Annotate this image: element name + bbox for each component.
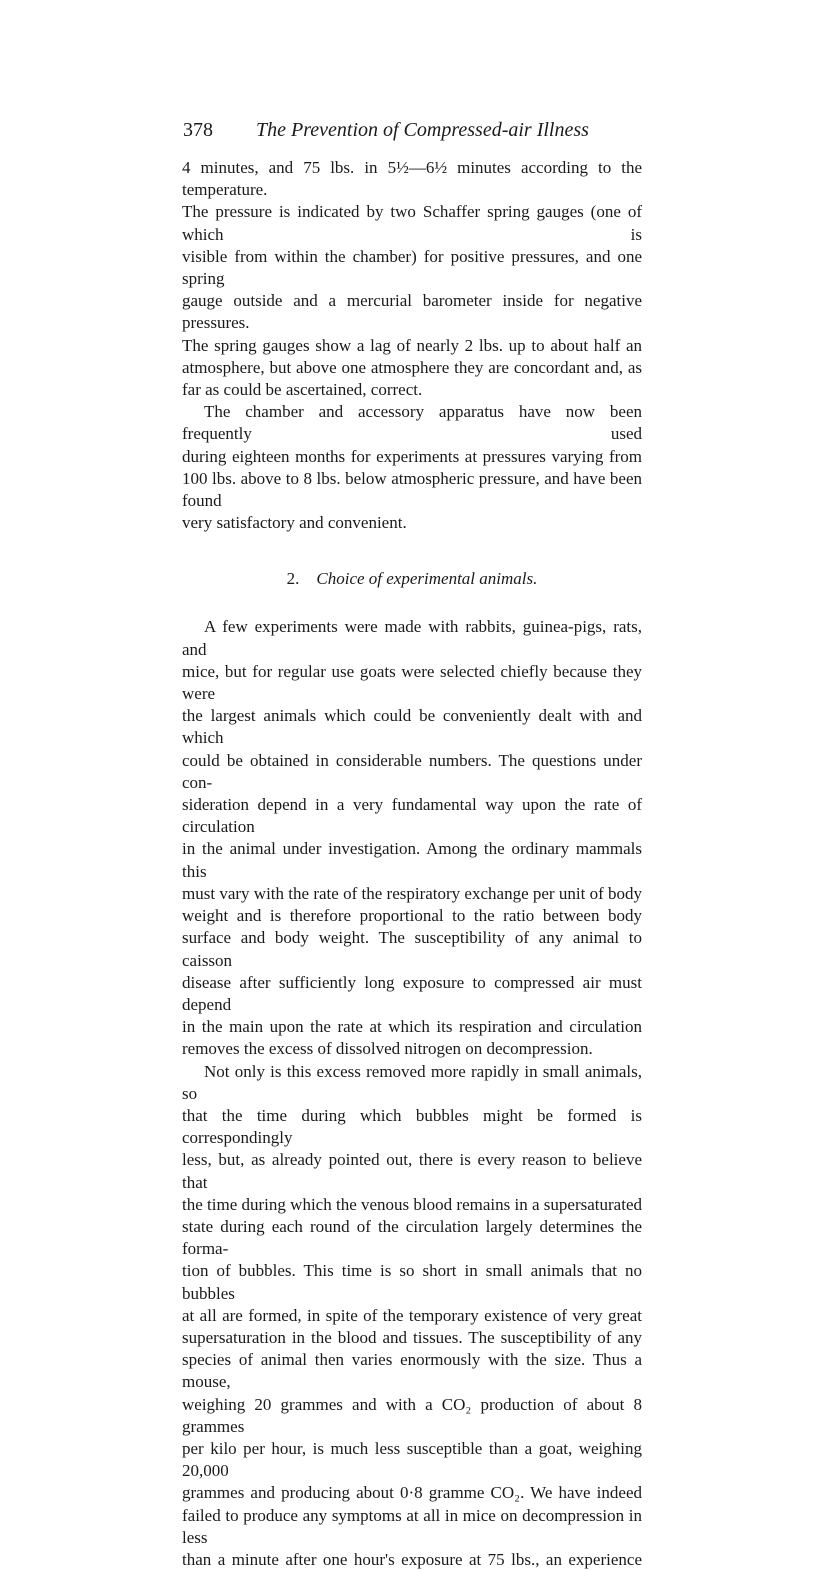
text-line: failed to produce any symptoms at all in mice on decompression in less [182, 1505, 642, 1547]
text-line: sideration depend in a very fundamental way upon the rate of circulation [182, 795, 642, 837]
text-line: that the time during which bubbles might be formed is correspondingly [182, 1105, 642, 1148]
text-line: atmosphere, but above one atmosphere they are concordant and, as [182, 357, 642, 377]
text-line: disease after sufficiently long exposure to compressed air must depend [182, 972, 642, 1014]
paragraph-1 [182, 157, 642, 401]
text-line: grammes and producing about 0·8 gramme CO₂. We have indeed [182, 1483, 642, 1503]
text-line: species of animal then varies enormously with the size. Thus a mouse, [182, 1350, 642, 1392]
page-number: 378 [183, 119, 213, 141]
text-line: far as could be ascertained, correct. [182, 380, 423, 400]
text-line: gauge outside and a mercurial barometer inside for negative pressures. [182, 291, 642, 333]
paragraph-3 [182, 616, 642, 1060]
text-line: must vary with the rate of the respiratory exchange per unit of body [182, 883, 642, 903]
text-line: the time during which the venous blood remains in a supersaturated [182, 1194, 642, 1214]
text-line: per kilo per hour, is much less susceptible than a goat, weighing 20,000 [182, 1438, 642, 1481]
section-title: Choice of experimental animals. [316, 569, 538, 589]
text-line: than a minute after one hour's exposure at 75 lbs., an experience [182, 1549, 642, 1569]
text-line: A few experiments were made with rabbits, guinea-pigs, rats, and [182, 617, 642, 659]
text-line: supersaturation in the blood and tissues. The susceptibility of any [182, 1327, 642, 1347]
text-line: very satisfactory and convenient. [182, 513, 407, 533]
text-line: during eighteen months for experiments at pressures varying from [182, 446, 642, 466]
running-header [183, 116, 640, 144]
text-line: the largest animals which could be conveniently dealt with and which [182, 706, 642, 748]
text-line: mice, but for regular use goats were selected chiefly because they were [182, 661, 642, 704]
text-line: visible from within the chamber) for positive pressures, and one spring [182, 246, 642, 289]
text-line: in the animal under investigation. Among the ordinary mammals this [182, 839, 642, 881]
text-line: The spring gauges show a lag of nearly 2 lbs. up to about half an [182, 335, 642, 355]
text-line: The chamber and accessory apparatus have now been frequently used [182, 402, 642, 444]
text-line: state during each round of the circulation largely determines the forma- [182, 1216, 642, 1259]
section-heading [182, 568, 642, 590]
text-line: at all are formed, in spite of the temporary existence of very great [182, 1305, 642, 1325]
text-line: weight and is therefore proportional to the ratio between body [182, 906, 642, 926]
paragraph-4 [182, 1061, 642, 1571]
text-line: weighing 20 grammes and with a CO₂ production of about 8 grammes [182, 1394, 642, 1436]
running-title: The Prevention of Compressed-air Illness [256, 119, 589, 141]
paragraph-2 [182, 401, 642, 534]
text-line: The pressure is indicated by two Schaffer spring gauges (one of which is [182, 202, 642, 244]
text-line: could be obtained in considerable numbers. The questions under con- [182, 750, 642, 792]
text-line: in the main upon the rate at which its respiration and circulation [182, 1017, 642, 1037]
text-line: Not only is this excess removed more rapidly in small animals, so [182, 1061, 642, 1103]
text-line: surface and body weight. The susceptibility of any animal to caisson [182, 928, 642, 970]
text-line: 100 lbs. above to 8 lbs. below atmospheric pressure, and have been found [182, 468, 642, 511]
body-text [182, 157, 642, 1571]
text-line: less, but, as already pointed out, there is every reason to believe that [182, 1150, 642, 1192]
text-line: removes the excess of dissolved nitrogen on decompression. [182, 1039, 593, 1059]
section-number: 2. [286, 569, 300, 589]
text-line: tion of bubbles. This time is so short in small animals that no bubbles [182, 1261, 642, 1303]
text-line: 4 minutes, and 75 lbs. in 5½—6½ minutes according to the temperature. [182, 158, 642, 200]
